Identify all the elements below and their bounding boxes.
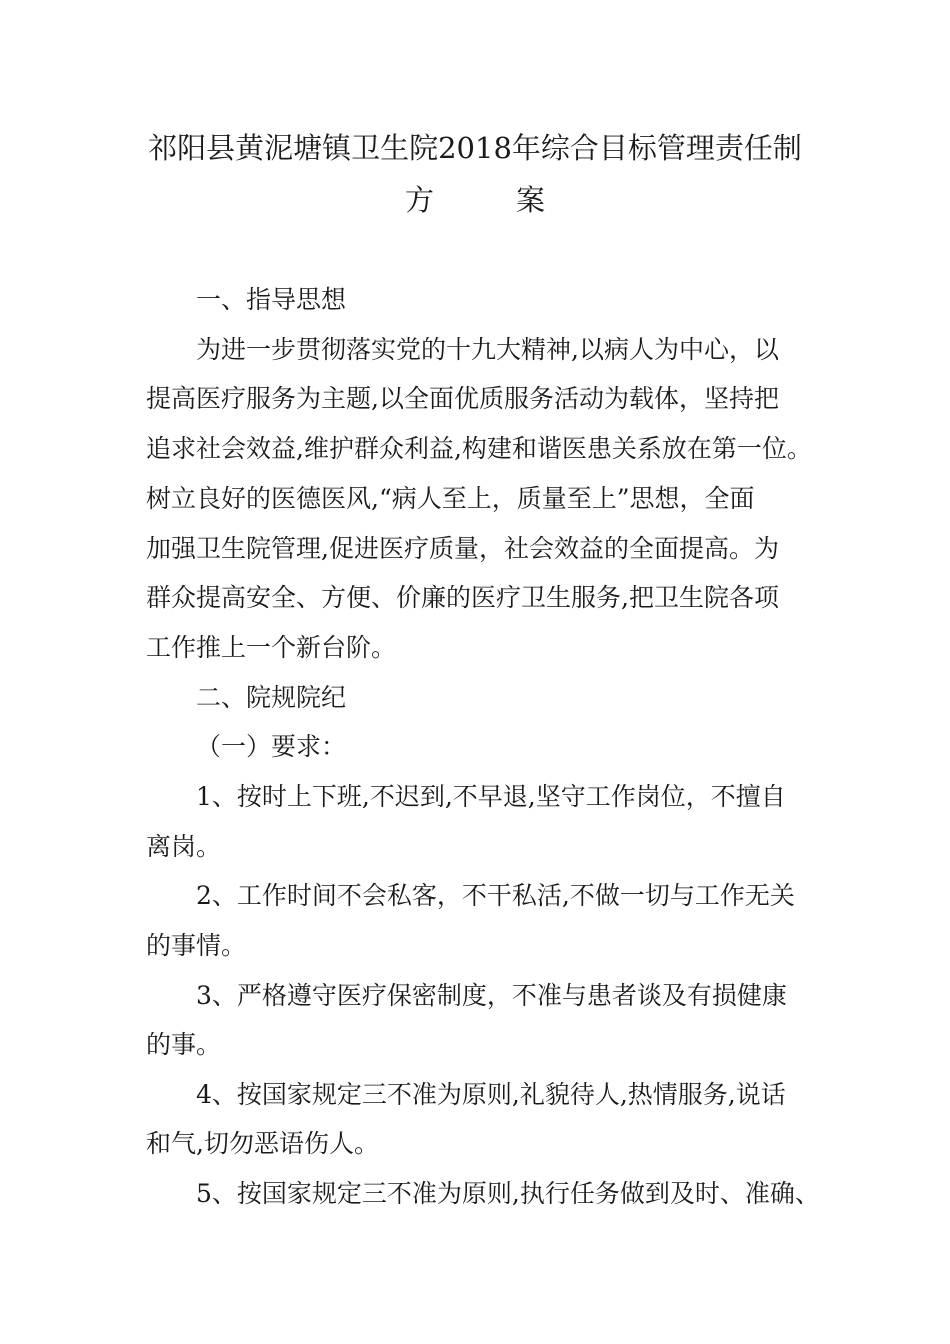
- list-item-line: 3、严格遵守医疗保密制度，不准与患者谈及有损健康: [196, 981, 787, 1010]
- subsection-heading-requirements: （一）要求：: [196, 732, 347, 761]
- list-item-line: 4、按国家规定三不准为原则,礼貌待人,热情服务,说话: [196, 1080, 786, 1109]
- paragraph-line: 工作推上一个新台阶。: [146, 633, 397, 662]
- paragraph-line: 为进一步贯彻落实党的十九大精神,以病人为中心，以: [196, 335, 779, 364]
- section-heading-rules-discipline: 二、院规院纪: [196, 683, 347, 712]
- list-item-line: 和气,切勿恶语伤人。: [146, 1129, 379, 1158]
- paragraph-line: 树立良好的医德医风,“病人至上，质量至上”思想，全面: [146, 484, 755, 513]
- document-title-char-fang: 方: [404, 183, 434, 217]
- section-heading-guiding-ideology: 一、指导思想: [196, 285, 347, 314]
- paragraph-line: 追求社会效益,维护群众利益,构建和谐医患关系放在第一位。: [146, 434, 812, 463]
- list-item-line: 5、按国家规定三不准为原则,执行任务做到及时、准确、: [196, 1179, 820, 1208]
- list-item-line: 的事。: [146, 1030, 222, 1059]
- paragraph-line: 加强卫生院管理,促进医疗质量，社会效益的全面提高。为: [146, 534, 779, 563]
- paragraph-line: 提高医疗服务为主题,以全面优质服务活动为载体，坚持把: [146, 384, 779, 413]
- document-title-line-1: 祁阳县黄泥塘镇卫生院2018年综合目标管理责任制: [148, 131, 802, 165]
- list-item-line: 的事情。: [146, 931, 247, 960]
- document-title-char-an: 案: [516, 183, 546, 217]
- list-item-line: 2、工作时间不会私客，不干私活,不做一切与工作无关: [196, 881, 795, 910]
- document-title-line-2: [0, 180, 950, 220]
- list-item-line: 离岗。: [146, 832, 222, 861]
- paragraph-line: 群众提高安全、方便、价廉的医疗卫生服务,把卫生院各项: [146, 583, 779, 612]
- list-item-line: 1、按时上下班,不迟到,不早退,坚守工作岗位，不擅自: [196, 782, 786, 811]
